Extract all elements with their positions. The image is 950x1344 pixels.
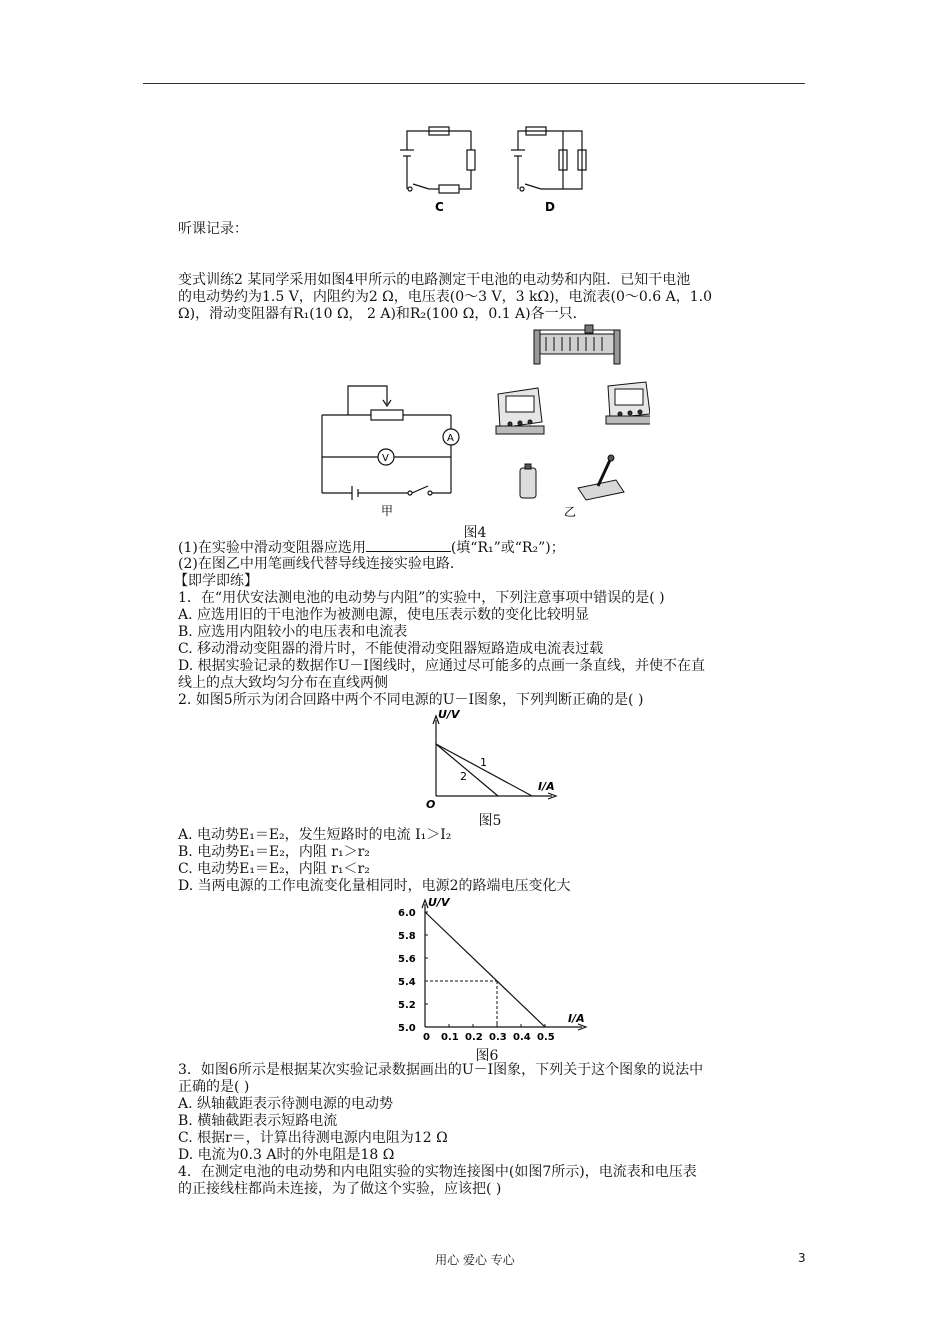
q2-stem: 2. 如图5所示为闭合回路中两个不同电源的U－I图象，下列判断正确的是( ): [178, 692, 644, 708]
q2-option-a: A. 电动势E₁＝E₂，发生短路时的电流 I₁＞I₂: [178, 827, 452, 843]
question-part-2: (2)在图乙中用笔画线代替导线连接实验电路．: [178, 556, 464, 572]
q1-stem: 1．在“用伏安法测电池的电动势与内阻”的实验中，下列注意事项中错误的是( ): [178, 590, 665, 606]
fig5-line-1: [436, 744, 532, 796]
fig6-x-tick-label: 0.2: [465, 1032, 483, 1042]
fig6-x-tick-label: 0.1: [441, 1032, 459, 1042]
fig6-ylabel: U/V: [428, 896, 450, 909]
fig5-graph: [420, 706, 570, 810]
fig6-x-tick-label: 0: [423, 1032, 430, 1042]
question-part-1: [178, 539, 565, 556]
fig6-y-tick-label: 5.6: [398, 954, 416, 965]
fig5-line-2: [436, 744, 498, 796]
page-number: 3: [798, 1251, 806, 1265]
q3-option-c: C. 根据r＝，计算出待测电源内电阻为12 Ω: [178, 1130, 448, 1146]
q1-option-b: B. 应选用内阻较小的电压表和电流表: [178, 624, 408, 640]
label-c: C: [435, 200, 444, 214]
q3-stem-line1: 3．如图6所示是根据某次实验记录数据画出的U－I图象，下列关于这个图象的说法中: [178, 1062, 704, 1078]
fig6-x-tick-label: 0.3: [489, 1032, 507, 1042]
fig6-caption: 图6: [475, 1048, 499, 1064]
fig6-y-tick-label: 6.0: [398, 908, 416, 919]
q2-option-b: B. 电动势E₁＝E₂，内阻 r₁＞r₂: [178, 844, 370, 860]
notes-label: 听课记录：: [178, 221, 248, 237]
fig6-y-tick-label: 5.0: [398, 1023, 416, 1034]
label-yi: 乙: [564, 505, 577, 519]
voltmeter-label: V: [382, 453, 389, 464]
answer-blank[interactable]: [366, 539, 451, 552]
q4-line1: 4．在测定电池的电动势和内电阻实验的实物连接图中(如图7所示)，电流表和电压表: [178, 1164, 697, 1180]
section-title: 【即学即练】: [174, 573, 258, 589]
rheostat-image: [534, 325, 620, 364]
resistor-c-right: [467, 150, 475, 170]
fig5-xlabel: I/A: [538, 780, 555, 793]
q1-option-c: C. 移动滑动变阻器的滑片时，不能使滑动变阻器短路造成电流表过载: [178, 641, 604, 657]
fig5-caption: 图5: [478, 813, 502, 829]
switch-image: [578, 455, 624, 500]
resistor-c-bottom: [439, 185, 459, 193]
q1-option-d-line2: 线上的点大致均匀分布在直线两侧: [178, 675, 388, 691]
ammeter-label: A: [447, 433, 454, 444]
fig6-chart: [372, 892, 602, 1042]
q1-option-d-line1: D. 根据实验记录的数据作U－I图线时，应通过尽可能多的点画一条直线，并使不在直: [178, 658, 705, 674]
rheostat-symbol: [371, 410, 403, 420]
fig6-y-tick-label: 5.4: [398, 977, 416, 988]
label-d: D: [545, 200, 555, 214]
q3-stem-line2: 正确的是( ): [178, 1079, 250, 1095]
fig6-x-tick-label: 0.4: [513, 1032, 531, 1042]
q2-option-c: C. 电动势E₁＝E₂，内阻 r₁＜r₂: [178, 861, 370, 877]
fig5-ylabel: U/V: [438, 708, 460, 721]
q3-option-d: D. 电流为0.3 A时的外电阻是18 Ω: [178, 1147, 395, 1163]
ammeter-image: [606, 382, 650, 424]
fig4-circuit-jia: [316, 380, 466, 520]
fig4-caption: 图4: [463, 525, 487, 541]
battery-image: [520, 464, 536, 498]
variant-line-1: 变式训练2 某同学采用如图4甲所示的电路测定干电池的电动势和内阻．已知干电池: [178, 272, 691, 288]
variant-line-2: 的电动势约为1.5 V，内阻约为2 Ω，电压表(0～3 V，3 kΩ)，电流表(0～0.6 A，1.0: [178, 289, 712, 305]
variant-line-3: Ω)，滑动变阻器有R₁(10 Ω， 2 A)和R₂(100 Ω，0.1 A)各一只．: [178, 306, 587, 322]
fig6-y-tick-label: 5.8: [398, 931, 416, 942]
part1-text-a: (1)在实验中滑动变阻器应选用: [178, 540, 366, 556]
header-rule: [143, 83, 805, 84]
label-jia: 甲: [381, 504, 394, 518]
page-footer: 用心 爱心 专心: [435, 1253, 515, 1267]
q2-option-d: D. 当两电源的工作电流变化量相同时，电源2的路端电压变化大: [178, 878, 571, 894]
voltmeter-image: [496, 388, 544, 434]
fig5-line-1-label: 1: [480, 756, 487, 769]
q3-option-b: B. 横轴截距表示短路电流: [178, 1113, 338, 1129]
fig6-series-line: [425, 912, 545, 1027]
q3-option-a: A. 纵轴截距表示待测电源的电动势: [178, 1096, 394, 1112]
fig5-line-2-label: 2: [460, 770, 467, 783]
q4-line2: 的正接线柱都尚未连接，为了做这个实验，应该把( ): [178, 1181, 502, 1197]
fig6-y-tick-label: 5.2: [398, 1000, 416, 1011]
fig6-x-tick-label: 0.5: [537, 1032, 555, 1042]
fig6-xlabel: I/A: [568, 1012, 585, 1025]
fig5-origin: O: [426, 798, 436, 810]
fig4-instruments-yi: [490, 322, 650, 520]
q1-option-a: A. 应选用旧的干电池作为被测电源，使电压表示数的变化比较明显: [178, 607, 590, 623]
part1-text-b: (填“R₁”或“R₂”)；: [450, 540, 565, 556]
circuit-figure-cd: [395, 118, 595, 218]
